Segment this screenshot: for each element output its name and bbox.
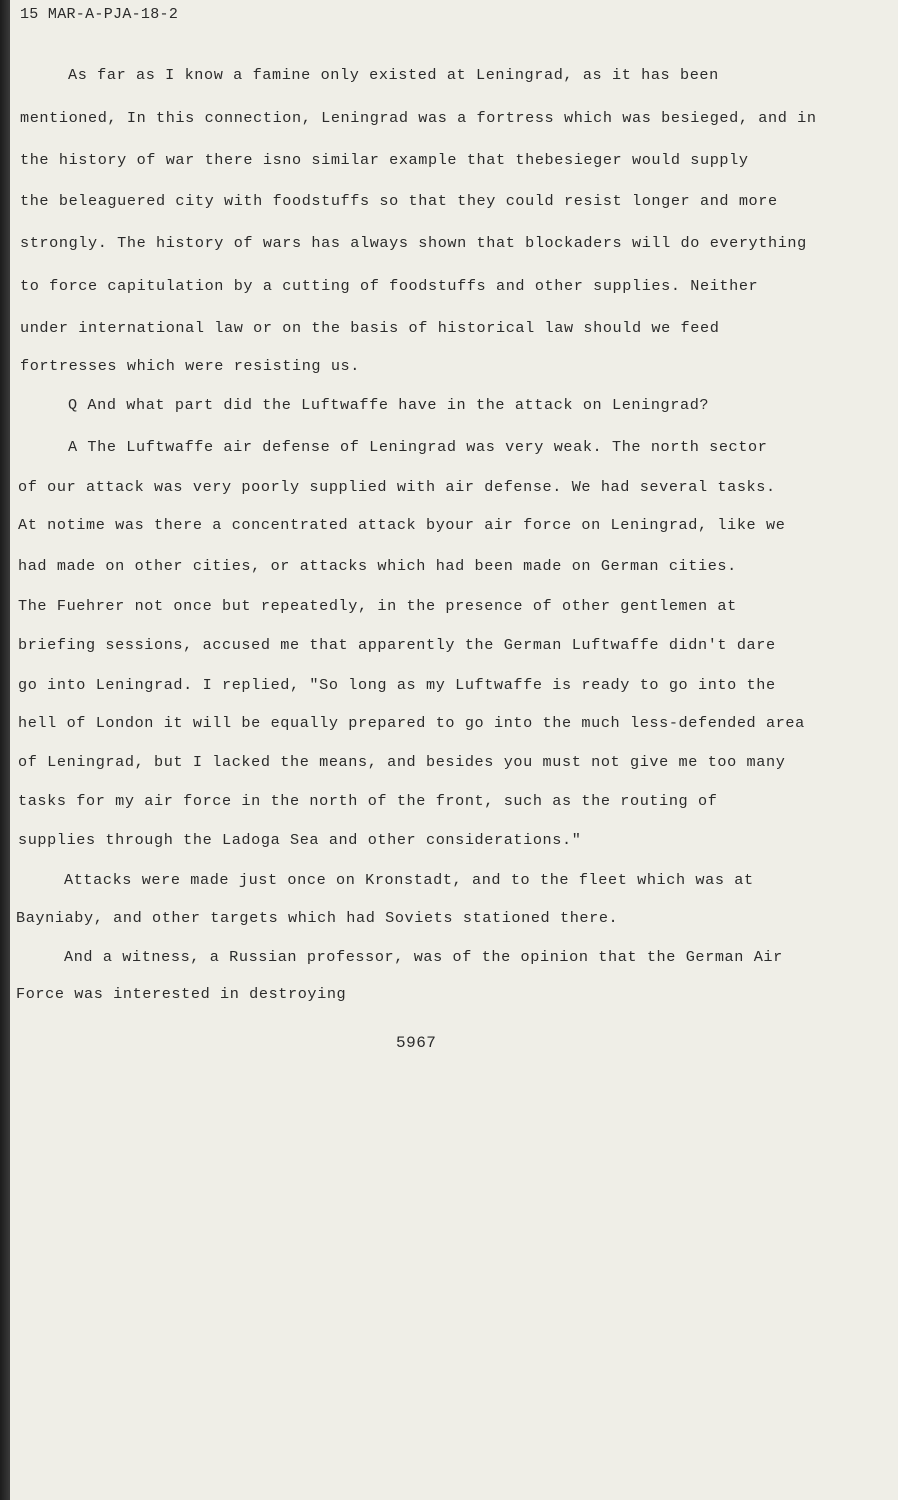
text-line: Q And what part did the Luftwaffe have in the attack on Leningrad? [68, 396, 710, 414]
text-line: briefing sessions, accused me that apparently the German Luftwaffe didn't dare [18, 636, 776, 654]
text-line: the history of war there isno similar example that thebesieger would supply [20, 151, 749, 169]
text-line: hell of London it will be equally prepared to go into the much less-defended area [18, 714, 805, 732]
text-line: to force capitulation by a cutting of foodstuffs and other supplies. Neither [20, 277, 759, 295]
text-line: of Leningrad, but I lacked the means, and besides you must not give me too many [18, 753, 786, 771]
text-line: And a witness, a Russian professor, was of the opinion that the German Air [64, 948, 783, 966]
text-line: tasks for my air force in the north of the front, such as the routing of [18, 792, 718, 810]
page-number: 5967 [396, 1034, 437, 1052]
document-page [10, 0, 898, 1500]
text-line: mentioned, In this connection, Leningrad was a fortress which was besieged, and in [20, 109, 817, 127]
text-line: Bayniaby, and other targets which had Soviets stationed there. [16, 909, 619, 927]
text-line: had made on other cities, or attacks which had been made on German cities. [18, 557, 737, 575]
text-line: the beleaguered city with foodstuffs so that they could resist longer and more [20, 192, 778, 210]
text-line: The Fuehrer not once but repeatedly, in the presence of other gentlemen at [18, 597, 737, 615]
text-line: At notime was there a concentrated attack byour air force on Leningrad, like we [18, 516, 786, 534]
text-line: under international law or on the basis of historical law should we feed [20, 319, 720, 337]
document-header: 15 MAR-A-PJA-18-2 [20, 6, 179, 23]
text-line: fortresses which were resisting us. [20, 357, 360, 375]
text-line: Attacks were made just once on Kronstadt, and to the fleet which was at [64, 871, 754, 889]
scan-edge [0, 0, 10, 1500]
text-line: go into Leningrad. I replied, "So long as my Luftwaffe is ready to go into the [18, 676, 776, 694]
text-line: strongly. The history of wars has always shown that blockaders will do everything [20, 234, 807, 252]
text-line: Force was interested in destroying [16, 985, 347, 1003]
text-line: As far as I know a famine only existed at Leningrad, as it has been [68, 66, 719, 84]
text-line: of our attack was very poorly supplied with air defense. We had several tasks. [18, 478, 776, 496]
text-line: A The Luftwaffe air defense of Leningrad was very weak. The north sector [68, 438, 768, 456]
text-line: supplies through the Ladoga Sea and other considerations." [18, 831, 582, 849]
